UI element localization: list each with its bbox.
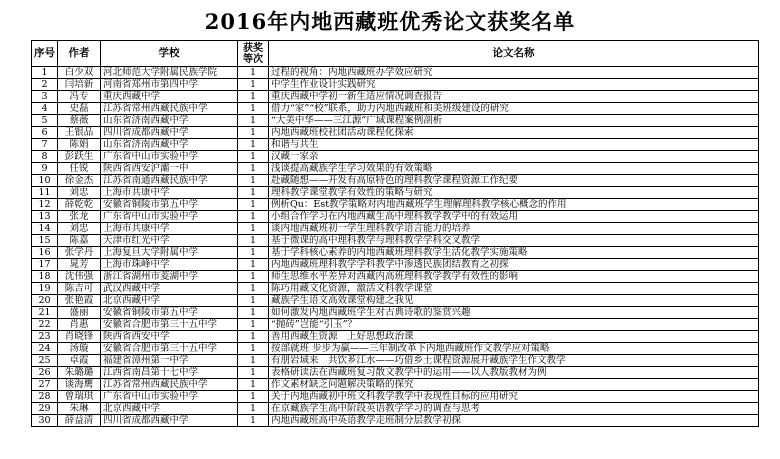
row-number: 30 (32, 415, 58, 427)
author-name: 曾瑞琪 (58, 391, 101, 403)
author-name: 肖惠 (58, 319, 101, 331)
paper-title: “抛砖”岂能“引玉”？ (269, 319, 759, 331)
row-number: 8 (32, 151, 58, 163)
school-name: 江西省南昌第十七中学 (101, 367, 238, 379)
author-name: 陈娟 (58, 139, 101, 151)
row-number: 13 (32, 211, 58, 223)
author-name: 盛丽 (58, 307, 101, 319)
row-number: 4 (32, 103, 58, 115)
row-number: 6 (32, 127, 58, 139)
row-number: 7 (32, 139, 58, 151)
award-level: 1 (238, 295, 269, 307)
school-name: 广东省中山市实验中学 (101, 211, 238, 223)
table-row (32, 247, 759, 259)
row-number: 14 (32, 223, 58, 235)
school-name: 福建省漳州第一中学 (101, 355, 238, 367)
school-name: 北京西藏中学 (101, 403, 238, 415)
author-name: 张学丹 (58, 247, 101, 259)
paper-title: 汉藏一家亲 (269, 151, 759, 163)
row-number: 29 (32, 403, 58, 415)
award-level: 1 (238, 187, 269, 199)
author-name: 薛乾乾 (58, 199, 101, 211)
author-name: 薛益清 (58, 415, 101, 427)
award-level: 1 (238, 115, 269, 127)
table-row (32, 163, 759, 175)
row-number: 15 (32, 235, 58, 247)
school-name: 重庆西藏中学 (101, 91, 238, 103)
table-row (32, 343, 759, 355)
school-name: 浙江省湖州市菱湖中学 (101, 271, 238, 283)
school-name: 上海复旦大学附属中学 (101, 247, 238, 259)
paper-title: 重庆西藏中学初一新生适应情况调查报告 (269, 91, 759, 103)
paper-title: 小组合作学习在内地西藏生高中理科教学教学中的有效运用 (269, 211, 759, 223)
paper-title: 过程的视角：内地西藏班办学效应研究 (269, 67, 759, 79)
table-row (32, 187, 759, 199)
header-author: 作者 (58, 41, 101, 67)
award-level: 1 (238, 247, 269, 259)
paper-title: 关于内地西藏初中班文科教学教学中表现性目标的应用研究 (269, 391, 759, 403)
row-number: 12 (32, 199, 58, 211)
award-level: 1 (238, 331, 269, 343)
author-name: 张龙 (58, 211, 101, 223)
row-number: 18 (32, 271, 58, 283)
school-name: 陕西省西安中学 (101, 331, 238, 343)
row-number: 17 (32, 259, 58, 271)
row-number: 24 (32, 343, 58, 355)
author-name: 肖晓锋 (58, 331, 101, 343)
school-name: 安徽省铜陵市第五中学 (101, 307, 238, 319)
paper-title: 中学生作业设计实践研究 (269, 79, 759, 91)
header-school: 学校 (101, 41, 238, 67)
author-name: 晁芳 (58, 259, 101, 271)
paper-title: 理科教学课堂教学有效性的策略与研究 (269, 187, 759, 199)
row-number: 10 (32, 175, 58, 187)
paper-title: 作文素材缺乏问题解决策略的探究 (269, 379, 759, 391)
row-number: 26 (32, 367, 58, 379)
school-name: 山东省济南西藏中学 (101, 139, 238, 151)
school-name: 上海市珠峰中学 (101, 259, 238, 271)
page-title: 2016年内地西藏班优秀论文获奖名单 (204, 9, 576, 34)
table-row (32, 127, 759, 139)
table-header-row (32, 41, 759, 67)
table-row (32, 271, 759, 283)
award-level: 1 (238, 127, 269, 139)
paper-title: 善用西藏生资源 上好思想政治课 (269, 331, 759, 343)
school-name: 四川省成都西藏中学 (101, 127, 238, 139)
table-row (32, 259, 759, 271)
award-level: 1 (238, 151, 269, 163)
paper-title: 内地西藏班校社团活动课程化探索 (269, 127, 759, 139)
table-row (32, 223, 759, 235)
author-name: 张艳霞 (58, 295, 101, 307)
author-name: 徐金杰 (58, 175, 101, 187)
award-level: 1 (238, 391, 269, 403)
school-name: 上海市共康中学 (101, 223, 238, 235)
table-row (32, 67, 759, 79)
author-name: 朱璐璐 (58, 367, 101, 379)
school-name: 江苏省常州西藏民族中学 (101, 103, 238, 115)
school-name: 北京西藏中学 (101, 295, 238, 307)
table-row (32, 115, 759, 127)
row-number: 1 (32, 67, 58, 79)
row-number: 9 (32, 163, 58, 175)
school-name: 广东省中山市实验中学 (101, 151, 238, 163)
paper-title: 藏族学生语文高效课堂构建之我见 (269, 295, 759, 307)
paper-title: 基于微课的高中理科教学与理科教学学科交叉教学 (269, 235, 759, 247)
row-number: 2 (32, 79, 58, 91)
author-name: 沈伟强 (58, 271, 101, 283)
header-no: 序号 (32, 41, 58, 67)
paper-title: 浅谈提高藏族学生学习效果的有效策略 (269, 163, 759, 175)
header-award: 获奖等次 (238, 41, 269, 67)
table-row (32, 379, 759, 391)
paper-title: 在京藏族学生高中阶段英语教学学习的调查与思考 (269, 403, 759, 415)
paper-title: 师生思维水平差异对西藏内高班理科教学教学有效性的影响 (269, 271, 759, 283)
table-row (32, 91, 759, 103)
author-name: 陈嘉 (58, 235, 101, 247)
row-number: 5 (32, 115, 58, 127)
award-level: 1 (238, 343, 269, 355)
table-row (32, 415, 759, 427)
row-number: 25 (32, 355, 58, 367)
table-row (32, 283, 759, 295)
table-row (32, 391, 759, 403)
award-level: 1 (238, 67, 269, 79)
school-name: 天津市红光中学 (101, 235, 238, 247)
paper-title: 内地西藏班理科教学学科教学中渗透民族团结教育之初探 (269, 259, 759, 271)
paper-title: “大美中华——三江源”广域课程案例剖析 (269, 115, 759, 127)
award-level: 1 (238, 91, 269, 103)
row-number: 19 (32, 283, 58, 295)
row-number: 27 (32, 379, 58, 391)
row-number: 20 (32, 295, 58, 307)
paper-title: 表格研读法在西藏班复习散文教学中的运用——以人教版教材为例 (269, 367, 759, 379)
school-name: 江苏省常州西藏民族中学 (101, 379, 238, 391)
author-name: 史磊 (58, 103, 101, 115)
school-name: 安徽省铜陵市第五中学 (101, 199, 238, 211)
award-level: 1 (238, 235, 269, 247)
paper-title: 如何激发内地西藏班学生对古典诗歌的鉴赏兴趣 (269, 307, 759, 319)
author-name: 刘忠 (58, 223, 101, 235)
award-level: 1 (238, 139, 269, 151)
award-level: 1 (238, 103, 269, 115)
table-row (32, 151, 759, 163)
row-number: 11 (32, 187, 58, 199)
school-name: 安徽省合肥市第三十五中学 (101, 343, 238, 355)
paper-title: 和谐与共生 (269, 139, 759, 151)
row-number: 21 (32, 307, 58, 319)
paper-title: 赴藏随想——开发有高原特色的理科教学课程资源工作纪要 (269, 175, 759, 187)
author-name: 谈海鹰 (58, 379, 101, 391)
award-level: 1 (238, 271, 269, 283)
award-level: 1 (238, 319, 269, 331)
table-row (32, 355, 759, 367)
header-paper: 论文名称 (269, 41, 759, 67)
school-name: 武汉西藏中学 (101, 283, 238, 295)
award-level: 1 (238, 283, 269, 295)
award-level: 1 (238, 379, 269, 391)
table-row (32, 319, 759, 331)
author-name: 卓霞 (58, 355, 101, 367)
school-name: 山东省济南西藏中学 (101, 115, 238, 127)
table-row (32, 199, 759, 211)
table-row (32, 235, 759, 247)
paper-title: 按部就班 步步为赢——三年制改革下内地西藏班作文教学应对策略 (269, 343, 759, 355)
paper-title: 有朋岩域来 共饮芗江水——巧借乡土课程资源展开藏族学生作文教学 (269, 355, 759, 367)
award-level: 1 (238, 415, 269, 427)
table-row (32, 139, 759, 151)
author-name: 闫培新 (58, 79, 101, 91)
table-row (32, 103, 759, 115)
table-row (32, 403, 759, 415)
table-row (32, 331, 759, 343)
award-level: 1 (238, 403, 269, 415)
row-number: 23 (32, 331, 58, 343)
author-name: 蔡薇 (58, 115, 101, 127)
school-name: 上海市共康中学 (101, 187, 238, 199)
author-name: 任锐 (58, 163, 101, 175)
table-row (32, 367, 759, 379)
paper-title: 陈巧用藏文化资源，激活文科教学课堂 (269, 283, 759, 295)
award-level: 1 (238, 367, 269, 379)
paper-title: 内地西藏班高中英语教学走班制分层教学初探 (269, 415, 759, 427)
table-row (32, 211, 759, 223)
award-level: 1 (238, 223, 269, 235)
school-name: 四川省成都西藏中学 (101, 415, 238, 427)
table-row (32, 79, 759, 91)
award-level: 1 (238, 163, 269, 175)
author-name: 冯专 (58, 91, 101, 103)
school-name: 河北师范大学附属民族学院 (101, 67, 238, 79)
award-level: 1 (238, 259, 269, 271)
author-name: 朱琳 (58, 403, 101, 415)
author-name: 王银品 (58, 127, 101, 139)
table-row (32, 295, 759, 307)
table-row (32, 175, 759, 187)
award-level: 1 (238, 199, 269, 211)
row-number: 28 (32, 391, 58, 403)
school-name: 河南省郑州市第四中学 (101, 79, 238, 91)
author-name: 刘忠 (58, 187, 101, 199)
school-name: 江苏省南通西藏民族中学 (101, 175, 238, 187)
award-level: 1 (238, 211, 269, 223)
award-level: 1 (238, 355, 269, 367)
row-number: 3 (32, 91, 58, 103)
paper-title: 借力“家”“校”联系，助力内地西藏班和美班级建设的研究 (269, 103, 759, 115)
school-name: 陕西省西安沪灞一中 (101, 163, 238, 175)
award-level: 1 (238, 175, 269, 187)
author-name: 汤璇 (58, 343, 101, 355)
row-number: 16 (32, 247, 58, 259)
school-name: 广东省中山市实验中学 (101, 391, 238, 403)
paper-title: 例析Qu：Est教学策略对内地西藏班学生理解理科教学核心概念的作用 (269, 199, 759, 211)
author-name: 陈吉可 (58, 283, 101, 295)
author-name: 白少双 (58, 67, 101, 79)
award-level: 1 (238, 79, 269, 91)
award-list-table (31, 40, 759, 427)
table-row (32, 307, 759, 319)
row-number: 22 (32, 319, 58, 331)
paper-title: 基于学科核心素养的内地西藏班理科教学生活化教学实施策略 (269, 247, 759, 259)
author-name: 彭跃生 (58, 151, 101, 163)
school-name: 安徽省合肥市第三十五中学 (101, 319, 238, 331)
award-level: 1 (238, 307, 269, 319)
paper-title: 谈内地西藏班初一学生理科教学语言能力的培养 (269, 223, 759, 235)
